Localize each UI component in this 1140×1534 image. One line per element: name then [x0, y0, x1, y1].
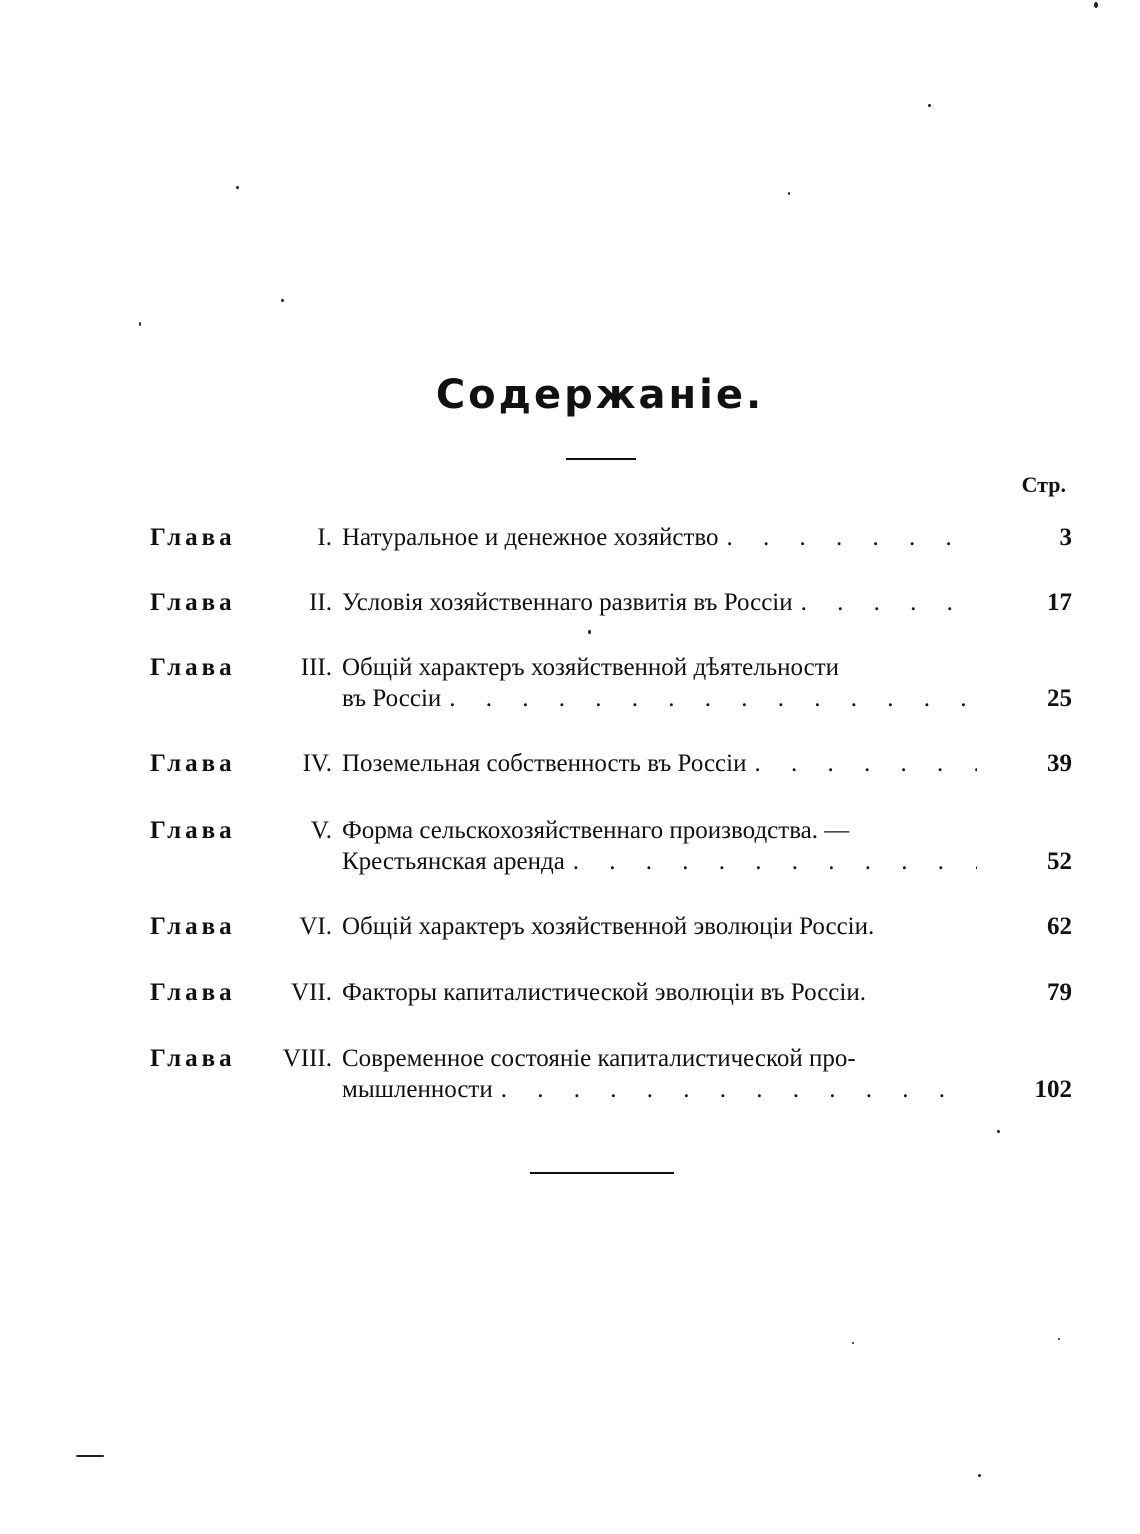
page-title: Содержаніе. [435, 372, 765, 418]
page-number: 17 [1047, 589, 1072, 616]
chapter-title-line: Форма сельскохозяйственнаго производства. — [342, 817, 850, 844]
chapter-word: Глава [150, 979, 236, 1006]
chapter-numeral: III. [300, 654, 332, 681]
chapter-numeral: VI. [299, 913, 332, 940]
scan-speck [1058, 1338, 1060, 1340]
chapter-numeral: II. [309, 589, 332, 616]
chapter-title-line: Натуральное и денежное хозяйство [342, 524, 719, 551]
page-column-label: Стр. [1021, 472, 1066, 497]
chapter-word: Глава [150, 750, 236, 777]
title-rule [566, 458, 636, 460]
chapter-title [342, 911, 977, 942]
chapter-numeral: VIII. [282, 1045, 332, 1072]
chapter-word: Глава [150, 524, 236, 551]
chapter-title [342, 977, 977, 1008]
chapter-title-line: Факторы капиталистической эволюціи въ Россіи. [342, 979, 866, 1006]
page-number: 62 [1047, 913, 1072, 940]
chapter-numeral: I. [317, 524, 332, 551]
chapter-title [342, 1043, 977, 1105]
chapter-numeral: IV. [302, 750, 332, 777]
chapter-word: Глава [150, 1045, 236, 1072]
dot-leader [449, 683, 977, 714]
chapter-numeral: V. [310, 817, 332, 844]
chapter-title [342, 522, 977, 553]
chapter-title-line: Современное состояніе капиталистической про- [342, 1045, 856, 1072]
dot-leader [573, 846, 977, 877]
scan-speck [978, 1474, 981, 1477]
page-number: 79 [1047, 979, 1072, 1006]
dot-leader [727, 522, 977, 553]
chapter-title-line: въ Россіи [342, 685, 442, 712]
chapter-title-line: Условія хозяйственнаго развитія въ Россіи [342, 589, 793, 616]
closing-rule [530, 1172, 674, 1174]
chapter-title-line: Общій характеръ хозяйственной дѣятельности [342, 654, 840, 681]
chapter-word: Глава [150, 589, 236, 616]
page-number: 52 [1047, 848, 1072, 875]
page-number: 3 [1059, 524, 1072, 551]
scan-speck [928, 104, 931, 107]
chapter-title-line: Общій характеръ хозяйственной эволюціи Россіи. [342, 913, 875, 940]
dot-leader [754, 748, 977, 779]
dot-leader [801, 587, 977, 618]
chapter-word: Глава [150, 817, 236, 844]
chapter-title [342, 815, 977, 877]
page-number: 39 [1047, 750, 1072, 777]
scan-speck [588, 630, 591, 634]
scan-speck [997, 1130, 1000, 1133]
chapter-numeral: VII. [291, 979, 332, 1006]
chapter-title-line: Крестьянская аренда [342, 848, 565, 875]
scan-speck [76, 1455, 104, 1457]
chapter-word: Глава [150, 913, 236, 940]
scan-speck [139, 322, 141, 326]
scan-speck [852, 1342, 854, 1344]
page-number: 102 [1034, 1076, 1072, 1103]
page-number: 25 [1047, 685, 1072, 712]
scan-speck [1094, 2, 1098, 8]
chapter-title-line: Поземельная собственность въ Россіи [342, 750, 747, 777]
dot-leader [501, 1074, 977, 1105]
chapter-title [342, 652, 977, 714]
scan-speck [281, 299, 284, 302]
scan-speck [788, 192, 790, 195]
chapter-title [342, 587, 977, 618]
chapter-title [342, 748, 977, 779]
chapter-word: Глава [150, 654, 236, 681]
chapter-title-line: мышленности [342, 1076, 493, 1103]
scan-speck [236, 186, 239, 189]
